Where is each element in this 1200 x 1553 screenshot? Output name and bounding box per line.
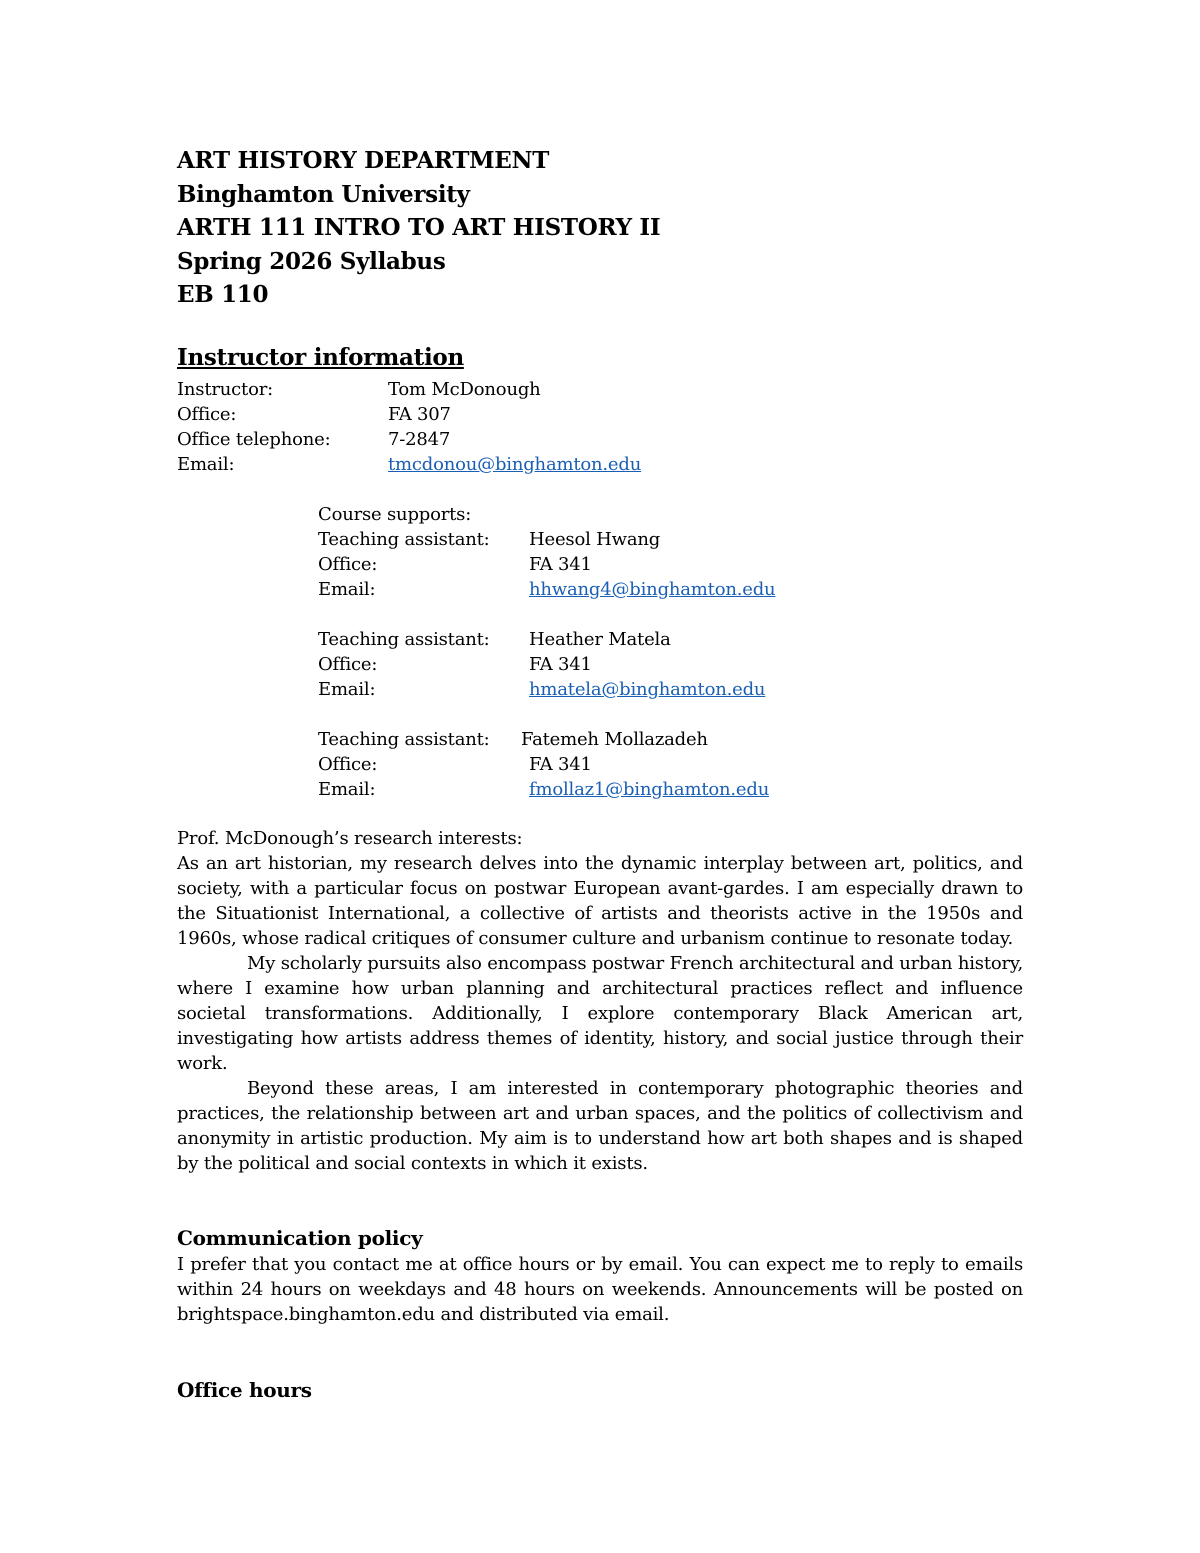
- instructor-email-link[interactable]: tmcdonou@binghamton.edu: [388, 454, 642, 475]
- communication-text: [177, 1252, 1023, 1327]
- research-label: Prof. McDonough’s research interests:: [177, 828, 523, 849]
- research-paragraph: Beyond these areas, I am interested in contemporary photographic theories and practices, the relationship between art and urban spaces, and the politics of collectivism and anonymity in artistic production. My aim is to understand how art both shapes and is shaped by the political and social contexts in which it exists.: [177, 1078, 1023, 1174]
- ta-email-link[interactable]: hhwang4@binghamton.edu: [529, 579, 776, 600]
- office-hours-heading: Office hours: [177, 1378, 312, 1402]
- ta-office: FA 341: [529, 754, 592, 775]
- ta-email-label: Email:: [318, 679, 376, 700]
- term-title: Spring 2026 Syllabus: [177, 247, 446, 275]
- email-label: Email:: [177, 454, 235, 475]
- ta-role-label: Teaching assistant:: [318, 629, 490, 650]
- telephone-value: 7-2847: [388, 429, 451, 450]
- ta-office-label: Office:: [318, 554, 378, 575]
- research-section: [177, 826, 1023, 1176]
- telephone-label: Office telephone:: [177, 429, 331, 450]
- ta-office: FA 341: [529, 654, 592, 675]
- research-paragraph: As an art historian, my research delves into the dynamic interplay between art, politics, and society, with a particular focus on postwar European avant-gardes. I am especially drawn to the Situationist International, a collective of artists and theorists active in the 1950s and 1960s, whose radical critiques of consumer culture and urbanism continue to resonate today.: [177, 853, 1023, 949]
- course-supports-label: Course supports:: [318, 504, 472, 525]
- research-paragraph: My scholarly pursuits also encompass postwar French architectural and urban history, where I examine how urban planning and architectural practices reflect and influence societal transformations. Additionally, I explore contemporary Black American art, investigating how artists address themes of identity, history, and social justice through their work.: [177, 953, 1023, 1074]
- ta-email-label: Email:: [318, 779, 376, 800]
- course-title: ARTH 111 INTRO TO ART HISTORY II: [177, 214, 661, 241]
- university-name: Binghamton University: [177, 180, 470, 208]
- ta-email-label: Email:: [318, 579, 376, 600]
- department-title: ART HISTORY DEPARTMENT: [177, 147, 550, 174]
- ta-role-label: Teaching assistant:: [318, 729, 490, 750]
- ta-role-label: Teaching assistant:: [318, 529, 490, 550]
- document-header: [177, 144, 660, 312]
- ta-name: Fatemeh Mollazadeh: [521, 729, 708, 750]
- instructor-label: Instructor:: [177, 379, 273, 400]
- office-label: Office:: [177, 404, 237, 425]
- communication-paragraph: I prefer that you contact me at office hours or by email. You can expect me to reply to emails within 24 hours on weekdays and 48 hours on weekends. Announcements will be posted on brightspace.binghamton.edu and distributed via email.: [177, 1254, 1023, 1325]
- ta-office-label: Office:: [318, 754, 378, 775]
- instructor-value: Tom McDonough: [388, 379, 541, 400]
- ta-email-link[interactable]: hmatela@binghamton.edu: [529, 679, 766, 700]
- ta-office: FA 341: [529, 554, 592, 575]
- ta-name: Heather Matela: [529, 629, 671, 650]
- instructor-info-heading: Instructor information: [177, 344, 464, 371]
- communication-heading: Communication policy: [177, 1226, 423, 1250]
- ta-name: Heesol Hwang: [529, 529, 661, 550]
- room-title: EB 110: [177, 281, 269, 308]
- ta-email-link[interactable]: fmollaz1@binghamton.edu: [529, 779, 770, 800]
- office-value: FA 307: [388, 404, 451, 425]
- ta-office-label: Office:: [318, 654, 378, 675]
